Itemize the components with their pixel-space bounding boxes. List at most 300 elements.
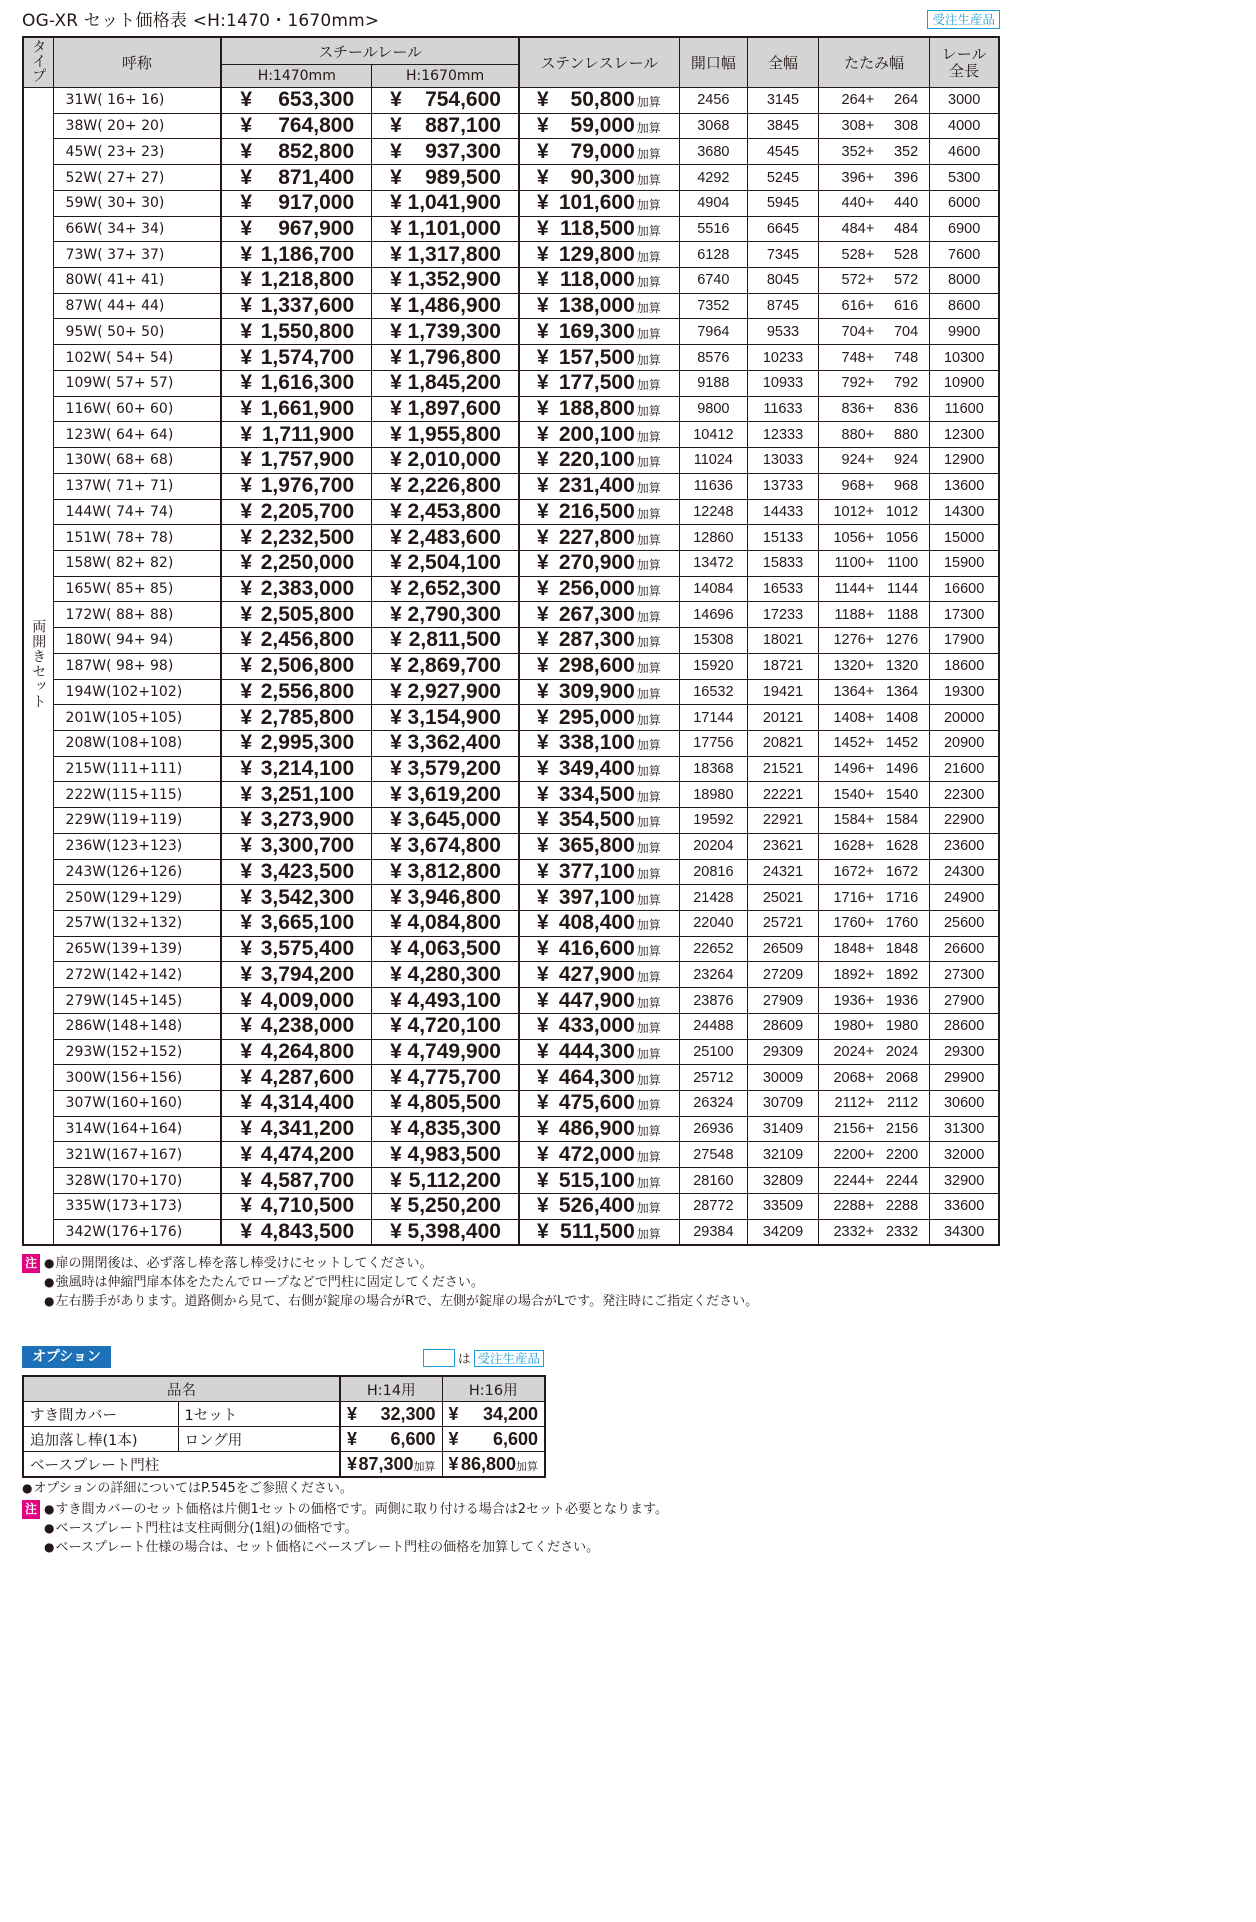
name-cell: 80W( 41+ 41): [53, 268, 221, 294]
table-row: [23, 1193, 999, 1219]
yen-sign: ¥: [390, 679, 402, 703]
opening-width-cell: 29384: [679, 1219, 747, 1245]
overall-width-cell: 8745: [747, 293, 818, 319]
folded-right: 2288: [885, 1198, 919, 1215]
overall-width-cell: 17233: [747, 602, 818, 628]
price-value: 475,600: [558, 1091, 635, 1115]
name-cell: 314W(164+164): [53, 1116, 221, 1142]
yen-sign: ¥: [536, 165, 549, 189]
rail-length-cell: 29300: [930, 1039, 999, 1065]
opening-width-cell: 4292: [679, 165, 747, 191]
price-value: 157,500: [558, 345, 635, 369]
price-value: 3,794,200: [260, 962, 355, 986]
name-cell: 257W(132+132): [53, 911, 221, 937]
name-cell: 342W(176+176): [53, 1219, 221, 1245]
h1470-price-cell: [221, 1116, 371, 1142]
yen-sign: ¥: [390, 139, 402, 163]
h1670-price-cell: [372, 730, 519, 756]
table-row: [23, 139, 999, 165]
option-h14-price: [340, 1402, 442, 1427]
name-cell: 102W( 54+ 54): [53, 345, 221, 371]
overall-width-cell: 21521: [747, 756, 818, 782]
h1470-price-cell: [221, 422, 371, 448]
folded-width-cell: [819, 1168, 930, 1194]
h1470-price-cell: [221, 165, 371, 191]
folded-right: 968: [893, 478, 919, 495]
table-row: [23, 422, 999, 448]
yen-sign: ¥: [390, 499, 402, 523]
overall-width-cell: 8045: [747, 268, 818, 294]
overall-width-cell: 19421: [747, 679, 818, 705]
folded-left: 836+: [841, 400, 875, 417]
folded-right: 748: [893, 349, 919, 366]
stainless-price-cell: [519, 345, 679, 371]
surcharge-label: 加算: [636, 403, 661, 418]
price-value: 486,900: [558, 1117, 635, 1141]
folded-width-cell: [819, 988, 930, 1014]
yen-sign: ¥: [536, 808, 549, 832]
yen-sign: ¥: [390, 294, 402, 318]
h1470-price-cell: [221, 525, 371, 551]
opening-width-cell: 14696: [679, 602, 747, 628]
h1670-price-cell: [372, 113, 519, 139]
folded-left: 1584+: [833, 812, 875, 829]
price-value: 50,800: [570, 88, 635, 112]
yen-sign: ¥: [390, 988, 402, 1012]
price-value: 2,505,800: [260, 602, 355, 626]
folded-left: 1936+: [833, 992, 875, 1009]
rail-length-cell: 15000: [930, 525, 999, 551]
yen-sign: ¥: [390, 962, 402, 986]
overall-width-cell: 30009: [747, 1065, 818, 1091]
surcharge-label: 加算: [636, 506, 661, 521]
yen-sign: ¥: [390, 1065, 402, 1089]
h1670-price-cell: [372, 1168, 519, 1194]
yen-sign: ¥: [390, 242, 402, 266]
h1670-price-cell: [372, 139, 519, 165]
option-spec: ロング用: [178, 1427, 340, 1452]
h1470-price-cell: [221, 730, 371, 756]
option-h14-price: [340, 1452, 442, 1478]
type-label: 両開きセット: [30, 619, 47, 710]
stainless-price-cell: [519, 448, 679, 474]
name-cell: 52W( 27+ 27): [53, 165, 221, 191]
yen-sign: ¥: [390, 474, 402, 498]
yen-sign: ¥: [240, 1065, 253, 1089]
table-row: [23, 936, 999, 962]
yen-sign: ¥: [347, 1403, 358, 1424]
stainless-price-cell: [519, 1193, 679, 1219]
rail-length-cell: 27900: [930, 988, 999, 1014]
h1670-price-cell: [372, 936, 519, 962]
yen-sign: ¥: [536, 294, 549, 318]
table-row: [23, 988, 999, 1014]
price-value: 309,900: [558, 679, 635, 703]
yen-sign: ¥: [390, 216, 402, 240]
folded-right: 1848: [885, 941, 919, 958]
h1470-price-cell: [221, 705, 371, 731]
overall-width-cell: 9533: [747, 319, 818, 345]
price-value: 3,273,900: [260, 808, 355, 832]
h1470-price-cell: [221, 782, 371, 808]
rail-length-cell: 20000: [930, 705, 999, 731]
yen-sign: ¥: [536, 396, 549, 420]
opening-width-cell: 15308: [679, 628, 747, 654]
type-header: タイプ: [23, 37, 53, 88]
price-value: 653,300: [278, 88, 355, 112]
price-value: 118,000: [560, 268, 635, 292]
h1670-price-cell: [372, 190, 519, 216]
yen-sign: ¥: [536, 885, 549, 909]
folded-width-cell: [819, 1142, 930, 1168]
opening-width-cell: 24488: [679, 1013, 747, 1039]
yen-sign: ¥: [240, 345, 253, 369]
surcharge-label: 加算: [636, 841, 661, 856]
folded-right: 308: [893, 118, 919, 135]
folded-width-cell: [819, 859, 930, 885]
rail-length-cell: 25600: [930, 911, 999, 937]
name-cell: 236W(123+123): [53, 833, 221, 859]
table-row: [23, 628, 999, 654]
price-value: 4,280,300: [407, 962, 501, 986]
yen-sign: ¥: [390, 705, 402, 729]
yen-sign: ¥: [240, 88, 253, 112]
folded-width-cell: [819, 448, 930, 474]
rail-length-cell: 21600: [930, 756, 999, 782]
rail-length-cell: 5300: [930, 165, 999, 191]
yen-sign: ¥: [390, 654, 402, 678]
price-value: 4,063,500: [407, 937, 501, 961]
folded-left: 1540+: [833, 786, 875, 803]
price-value: 4,287,600: [260, 1065, 355, 1089]
folded-right: 1760: [885, 915, 919, 932]
stainless-price-cell: [519, 885, 679, 911]
yen-sign: ¥: [347, 1453, 358, 1474]
surcharge-label: 加算: [636, 944, 661, 959]
h1470-price-cell: [221, 885, 371, 911]
h1670-price-cell: [372, 88, 519, 114]
price-value: 754,600: [425, 88, 501, 112]
rail-length-cell: 32000: [930, 1142, 999, 1168]
h1670-price-cell: [372, 1039, 519, 1065]
stainless-price-cell: [519, 833, 679, 859]
yen-sign: ¥: [240, 962, 253, 986]
price-value: 129,800: [558, 242, 635, 266]
stainless-rail-header: ステンレスレール: [519, 37, 679, 88]
rail-length-cell: 28600: [930, 1013, 999, 1039]
folded-right: 1364: [885, 683, 919, 700]
yen-sign: ¥: [390, 885, 402, 909]
yen-sign: ¥: [536, 191, 549, 215]
overall-width-cell: 5245: [747, 165, 818, 191]
table-row: [23, 88, 999, 114]
option-h16-header: H:16用: [442, 1376, 545, 1402]
folded-right: 1012: [885, 503, 919, 520]
yen-sign: ¥: [390, 345, 402, 369]
folded-left: 968+: [841, 478, 875, 495]
rail-length-cell: 17900: [930, 628, 999, 654]
yen-sign: ¥: [240, 937, 253, 961]
folded-right: 352: [893, 143, 919, 160]
yen-sign: ¥: [390, 319, 402, 343]
stainless-price-cell: [519, 473, 679, 499]
folded-width-cell: [819, 1219, 930, 1245]
h1670-price-cell: [372, 499, 519, 525]
opening-width-cell: 11024: [679, 448, 747, 474]
rail-length-cell: 24300: [930, 859, 999, 885]
name-cell: 31W( 16+ 16): [53, 88, 221, 114]
yen-sign: ¥: [240, 679, 253, 703]
rail-length-header: レール全長: [930, 37, 999, 88]
price-value: 4,341,200: [260, 1117, 355, 1141]
price-value: 227,800: [558, 525, 635, 549]
table-row: [23, 1142, 999, 1168]
surcharge-label: 加算: [636, 558, 661, 573]
rail-length-cell: 18600: [930, 653, 999, 679]
name-cell: 215W(111+111): [53, 756, 221, 782]
opening-width-header: 開口幅: [679, 37, 747, 88]
price-value: 2,504,100: [407, 551, 501, 575]
price-value: 34,200: [482, 1403, 538, 1424]
price-value: 4,843,500: [260, 1219, 355, 1243]
price-value: 2,927,900: [407, 679, 501, 703]
overall-width-cell: 15833: [747, 550, 818, 576]
folded-left: 440+: [841, 195, 875, 212]
option-h14-price: [340, 1427, 442, 1452]
yen-sign: ¥: [240, 268, 253, 292]
price-value: 1,218,800: [260, 268, 355, 292]
yen-sign: ¥: [240, 1117, 253, 1141]
price-value: 2,010,000: [407, 448, 501, 472]
h1470-price-cell: [221, 268, 371, 294]
stainless-price-cell: [519, 1091, 679, 1117]
yen-sign: ¥: [390, 1168, 402, 1192]
yen-sign: ¥: [536, 988, 549, 1012]
stainless-price-cell: [519, 319, 679, 345]
surcharge-label: 加算: [636, 789, 661, 804]
table-row: [23, 345, 999, 371]
price-value: 989,500: [425, 165, 501, 189]
price-value: 4,775,700: [407, 1065, 501, 1089]
folded-left: 2244+: [833, 1172, 875, 1189]
price-value: 5,398,400: [407, 1219, 501, 1243]
yen-sign: ¥: [536, 962, 549, 986]
folded-left: 308+: [841, 118, 875, 135]
price-value: 138,000: [558, 294, 635, 318]
table-row: [23, 1065, 999, 1091]
rail-length-cell: 34300: [930, 1219, 999, 1245]
name-cell: 158W( 82+ 82): [53, 550, 221, 576]
folded-width-cell: [819, 1193, 930, 1219]
yen-sign: ¥: [240, 859, 253, 883]
folded-width-cell: [819, 113, 930, 139]
price-value: 6,600: [390, 1428, 436, 1449]
folded-width-cell: [819, 833, 930, 859]
price-value: 444,300: [558, 1039, 635, 1063]
folded-left: 572+: [841, 272, 875, 289]
folded-left: 1012+: [833, 503, 875, 520]
price-value: 90,300: [570, 165, 635, 189]
folded-right: 1276: [885, 632, 919, 649]
option-note-item: ● ベースプレート門柱は支柱両側分(1組)の価格です。: [44, 1519, 668, 1538]
opening-width-cell: 7352: [679, 293, 747, 319]
yen-sign: ¥: [240, 114, 253, 138]
yen-sign: ¥: [536, 114, 549, 138]
yen-sign: ¥: [536, 1039, 549, 1063]
yen-sign: ¥: [536, 88, 549, 112]
h1470-price-cell: [221, 550, 371, 576]
yen-sign: ¥: [536, 216, 549, 240]
h1470-price-cell: [221, 473, 371, 499]
folded-left: 484+: [841, 220, 875, 237]
table-row: [23, 242, 999, 268]
h1670-price-cell: [372, 1116, 519, 1142]
yen-sign: ¥: [536, 628, 549, 652]
yen-sign: ¥: [240, 628, 253, 652]
surcharge-label: 加算: [636, 584, 661, 599]
overall-width-cell: 15133: [747, 525, 818, 551]
folded-width-cell: [819, 1013, 930, 1039]
price-value: 6,600: [492, 1428, 538, 1449]
surcharge-label: 加算: [636, 918, 661, 933]
opening-width-cell: 23876: [679, 988, 747, 1014]
option-name: 追加落し棒(1本): [23, 1427, 178, 1452]
rail-length-cell: 22300: [930, 782, 999, 808]
folded-right: 440: [893, 195, 919, 212]
opening-width-cell: 28772: [679, 1193, 747, 1219]
folded-right: 1540: [885, 786, 919, 803]
name-cell: 45W( 23+ 23): [53, 139, 221, 165]
h1470-price-cell: [221, 911, 371, 937]
folded-width-cell: [819, 1065, 930, 1091]
h1470-header: H:1470mm: [221, 65, 371, 88]
folded-width-cell: [819, 396, 930, 422]
h1470-price-cell: [221, 936, 371, 962]
surcharge-label: 加算: [636, 198, 661, 213]
folded-right: 1892: [885, 966, 919, 983]
stainless-price-cell: [519, 1142, 679, 1168]
yen-sign: ¥: [390, 628, 402, 652]
option-table: [22, 1375, 546, 1478]
yen-sign: ¥: [240, 602, 253, 626]
table-row: [23, 808, 999, 834]
surcharge-label: 加算: [636, 1175, 661, 1190]
order-made-badge: 受注生産品: [927, 10, 1000, 29]
price-value: 1,616,300: [260, 371, 355, 395]
rail-length-cell: 23600: [930, 833, 999, 859]
folded-left: 616+: [841, 298, 875, 315]
folded-left: 2112+: [834, 1095, 875, 1112]
opening-width-cell: 12248: [679, 499, 747, 525]
price-value: 3,946,800: [407, 885, 501, 909]
yen-sign: ¥: [240, 294, 253, 318]
yen-sign: ¥: [240, 242, 253, 266]
overall-width-cell: 10933: [747, 370, 818, 396]
price-value: 4,238,000: [260, 1014, 355, 1038]
table-row: [23, 705, 999, 731]
price-value: 1,101,000: [407, 216, 501, 240]
name-cell: 229W(119+119): [53, 808, 221, 834]
h1470-price-cell: [221, 1013, 371, 1039]
folded-right: 1628: [885, 838, 919, 855]
opening-width-cell: 15920: [679, 653, 747, 679]
yen-sign: ¥: [536, 937, 549, 961]
opening-width-cell: 2456: [679, 88, 747, 114]
price-value: 2,226,800: [407, 474, 501, 498]
folded-width-cell: [819, 165, 930, 191]
price-value: 4,587,700: [260, 1168, 355, 1192]
yen-sign: ¥: [390, 1142, 402, 1166]
opening-width-cell: 20816: [679, 859, 747, 885]
rail-length-cell: 10900: [930, 370, 999, 396]
folded-left: 1188+: [834, 606, 875, 623]
name-header: 呼称: [53, 37, 221, 88]
rail-length-cell: 30600: [930, 1091, 999, 1117]
price-value: 4,084,800: [407, 911, 501, 935]
price-value: 4,983,500: [407, 1142, 501, 1166]
stainless-price-cell: [519, 268, 679, 294]
h1670-price-cell: [372, 370, 519, 396]
folded-right: 1408: [885, 709, 919, 726]
yen-sign: ¥: [240, 499, 253, 523]
folded-left: 748+: [841, 349, 875, 366]
price-value: 349,400: [558, 757, 635, 781]
price-value: 511,500: [560, 1219, 635, 1243]
table-row: [23, 885, 999, 911]
opening-width-cell: 25100: [679, 1039, 747, 1065]
rail-length-cell: 9900: [930, 319, 999, 345]
legend-badge: 受注生産品: [474, 1350, 545, 1367]
h1670-price-cell: [372, 859, 519, 885]
price-value: 447,900: [558, 988, 635, 1012]
folded-right: 836: [893, 400, 919, 417]
yen-sign: ¥: [448, 1453, 459, 1474]
overall-width-cell: 13733: [747, 473, 818, 499]
stainless-price-cell: [519, 808, 679, 834]
surcharge-label: 加算: [636, 378, 661, 393]
table-row: [23, 962, 999, 988]
opening-width-cell: 12860: [679, 525, 747, 551]
surcharge-label: 加算: [636, 969, 661, 984]
surcharge-label: 加算: [636, 301, 661, 316]
rail-length-cell: 26600: [930, 936, 999, 962]
folded-width-cell: [819, 602, 930, 628]
folded-right: 704: [893, 323, 919, 340]
h1670-price-cell: [372, 911, 519, 937]
price-value: 852,800: [278, 139, 355, 163]
folded-right: 2200: [885, 1146, 919, 1163]
yen-sign: ¥: [390, 525, 402, 549]
name-cell: 279W(145+145): [53, 988, 221, 1014]
folded-left: 1496+: [833, 761, 875, 778]
overall-width-cell: 22921: [747, 808, 818, 834]
name-cell: 300W(156+156): [53, 1065, 221, 1091]
name-cell: 109W( 57+ 57): [53, 370, 221, 396]
yen-sign: ¥: [390, 165, 402, 189]
yen-sign: ¥: [240, 422, 253, 446]
price-value: 1,041,900: [407, 191, 501, 215]
h1670-price-cell: [372, 473, 519, 499]
folded-left: 1848+: [833, 941, 875, 958]
yen-sign: ¥: [240, 319, 253, 343]
h1470-price-cell: [221, 808, 371, 834]
option-spec: 1セット: [178, 1402, 340, 1427]
yen-sign: ¥: [240, 654, 253, 678]
table-row: [23, 576, 999, 602]
h1670-price-cell: [372, 268, 519, 294]
yen-sign: ¥: [240, 1039, 253, 1063]
yen-sign: ¥: [536, 319, 549, 343]
